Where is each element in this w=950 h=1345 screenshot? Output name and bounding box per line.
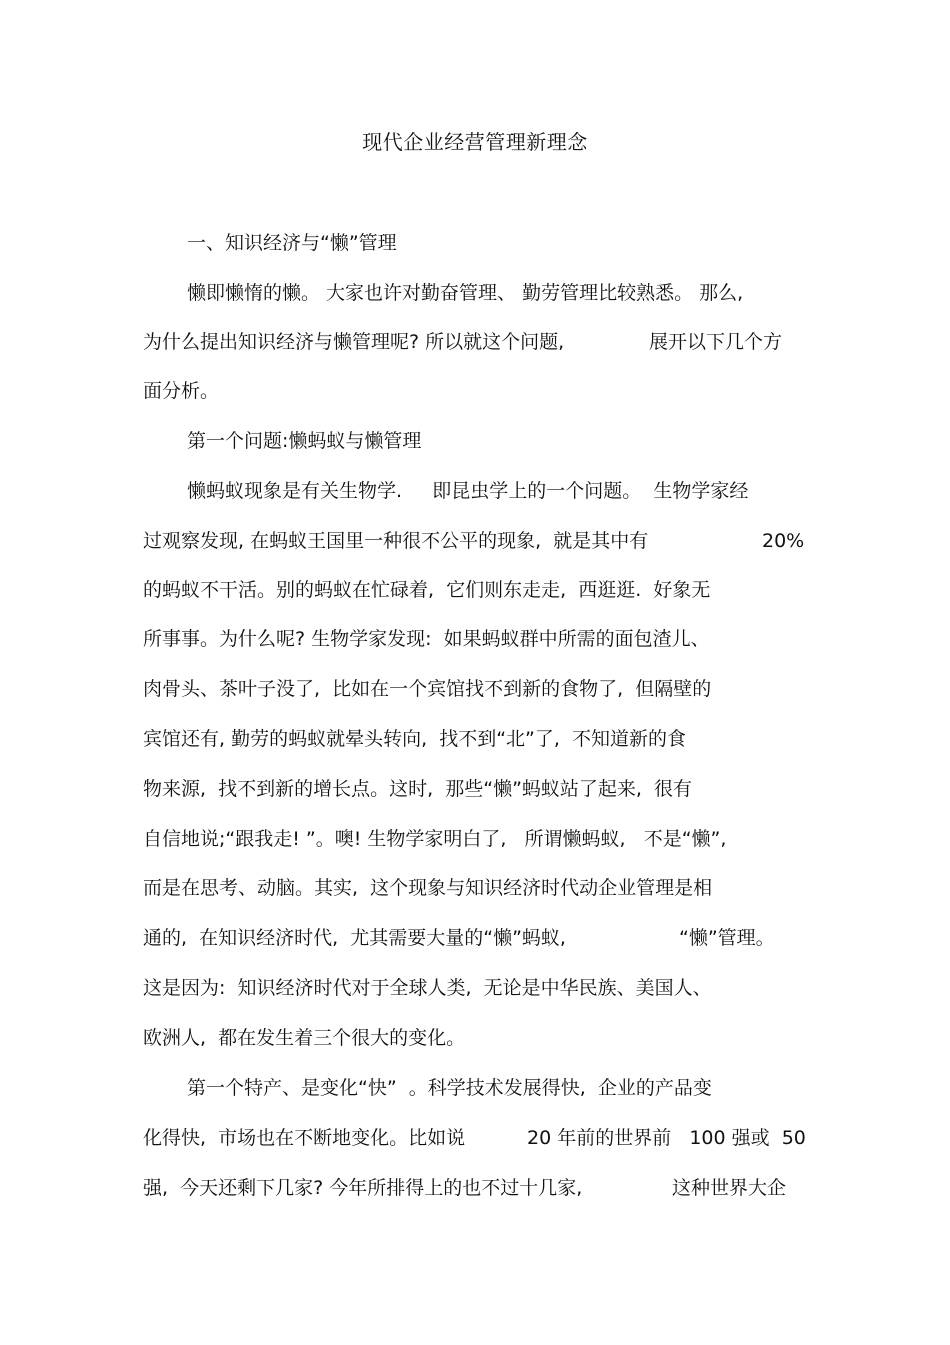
paragraph-line: 这是因为: 知识经济时代对于全球人类, 无论是中华民族、美国人、 — [143, 977, 712, 999]
paragraph-line: 而是在思考、动脑。其实, 这个现象与知识经济时代动企业管理是相 — [143, 877, 713, 899]
paragraph-line: 面分析。 — [143, 380, 220, 402]
paragraph-line: 过观察发现, 在蚂蚁王国里一种很不公平的现象, 就是其中有 — [143, 530, 649, 552]
paragraph-line-fragment: 20% — [762, 530, 805, 552]
paragraph-line: 懒蚂蚁现象是有关生物学. 即昆虫学上的一个问题。 生物学家经 — [187, 480, 749, 502]
question-heading: 第一个问题:懒蚂蚁与懒管理 — [187, 430, 422, 452]
paragraph-line: 通的, 在知识经济时代, 尤其需要大量的“懒”蚂蚁, — [143, 927, 566, 949]
paragraph-line: 自信地说;“跟我走! ”。噢! 生物学家明白了, 所谓懒蚂蚁, 不是“懒”, — [143, 828, 727, 850]
paragraph-line: 为什么提出知识经济与懒管理呢? 所以就这个问题, — [143, 331, 565, 353]
paragraph-line-fragment: 这种世界大企 — [672, 1177, 787, 1199]
paragraph-line-fragment: 20 年前的世界前 100 强或 50 — [527, 1127, 806, 1149]
paragraph-line: 第一个特产、是变化“快” 。科学技术发展得快, 企业的产品变 — [187, 1077, 712, 1099]
paragraph-line: 强, 今天还剩下几家? 今年所排得上的也不过十几家, — [143, 1177, 583, 1199]
paragraph-line: 物来源, 找不到新的增长点。这时, 那些“懒”蚂蚁站了起来, 很有 — [143, 778, 693, 800]
paragraph-line: 肉骨头、茶叶子没了, 比如在一个宾馆找不到新的食物了, 但隔壁的 — [143, 678, 712, 700]
document-title: 现代企业经营管理新理念 — [362, 130, 588, 154]
paragraph-line: 所事事。为什么呢? 生物学家发现: 如果蚂蚁群中所需的面包渣儿、 — [143, 628, 710, 650]
paragraph-line: 化得快, 市场也在不断地变化。比如说 — [143, 1127, 466, 1149]
paragraph-line: 宾馆还有, 勤劳的蚂蚁就晕头转向, 找不到“北”了, 不知道新的食 — [143, 728, 687, 750]
paragraph-line-fragment: 展开以下几个方 — [649, 331, 783, 353]
section-heading: 一、知识经济与“懒”管理 — [187, 232, 397, 254]
paragraph-line: 的蚂蚁不干活。别的蚂蚁在忙碌着, 它们则东走走, 西逛逛. 好象无 — [143, 579, 711, 601]
paragraph-line: 欧洲人, 都在发生着三个很大的变化。 — [143, 1027, 466, 1049]
paragraph-line: 懒即懒惰的懒。 大家也许对勤奋管理、 勤劳管理比较熟悉。 那么, — [187, 282, 744, 304]
paragraph-line-fragment: “懒”管理。 — [679, 927, 775, 949]
